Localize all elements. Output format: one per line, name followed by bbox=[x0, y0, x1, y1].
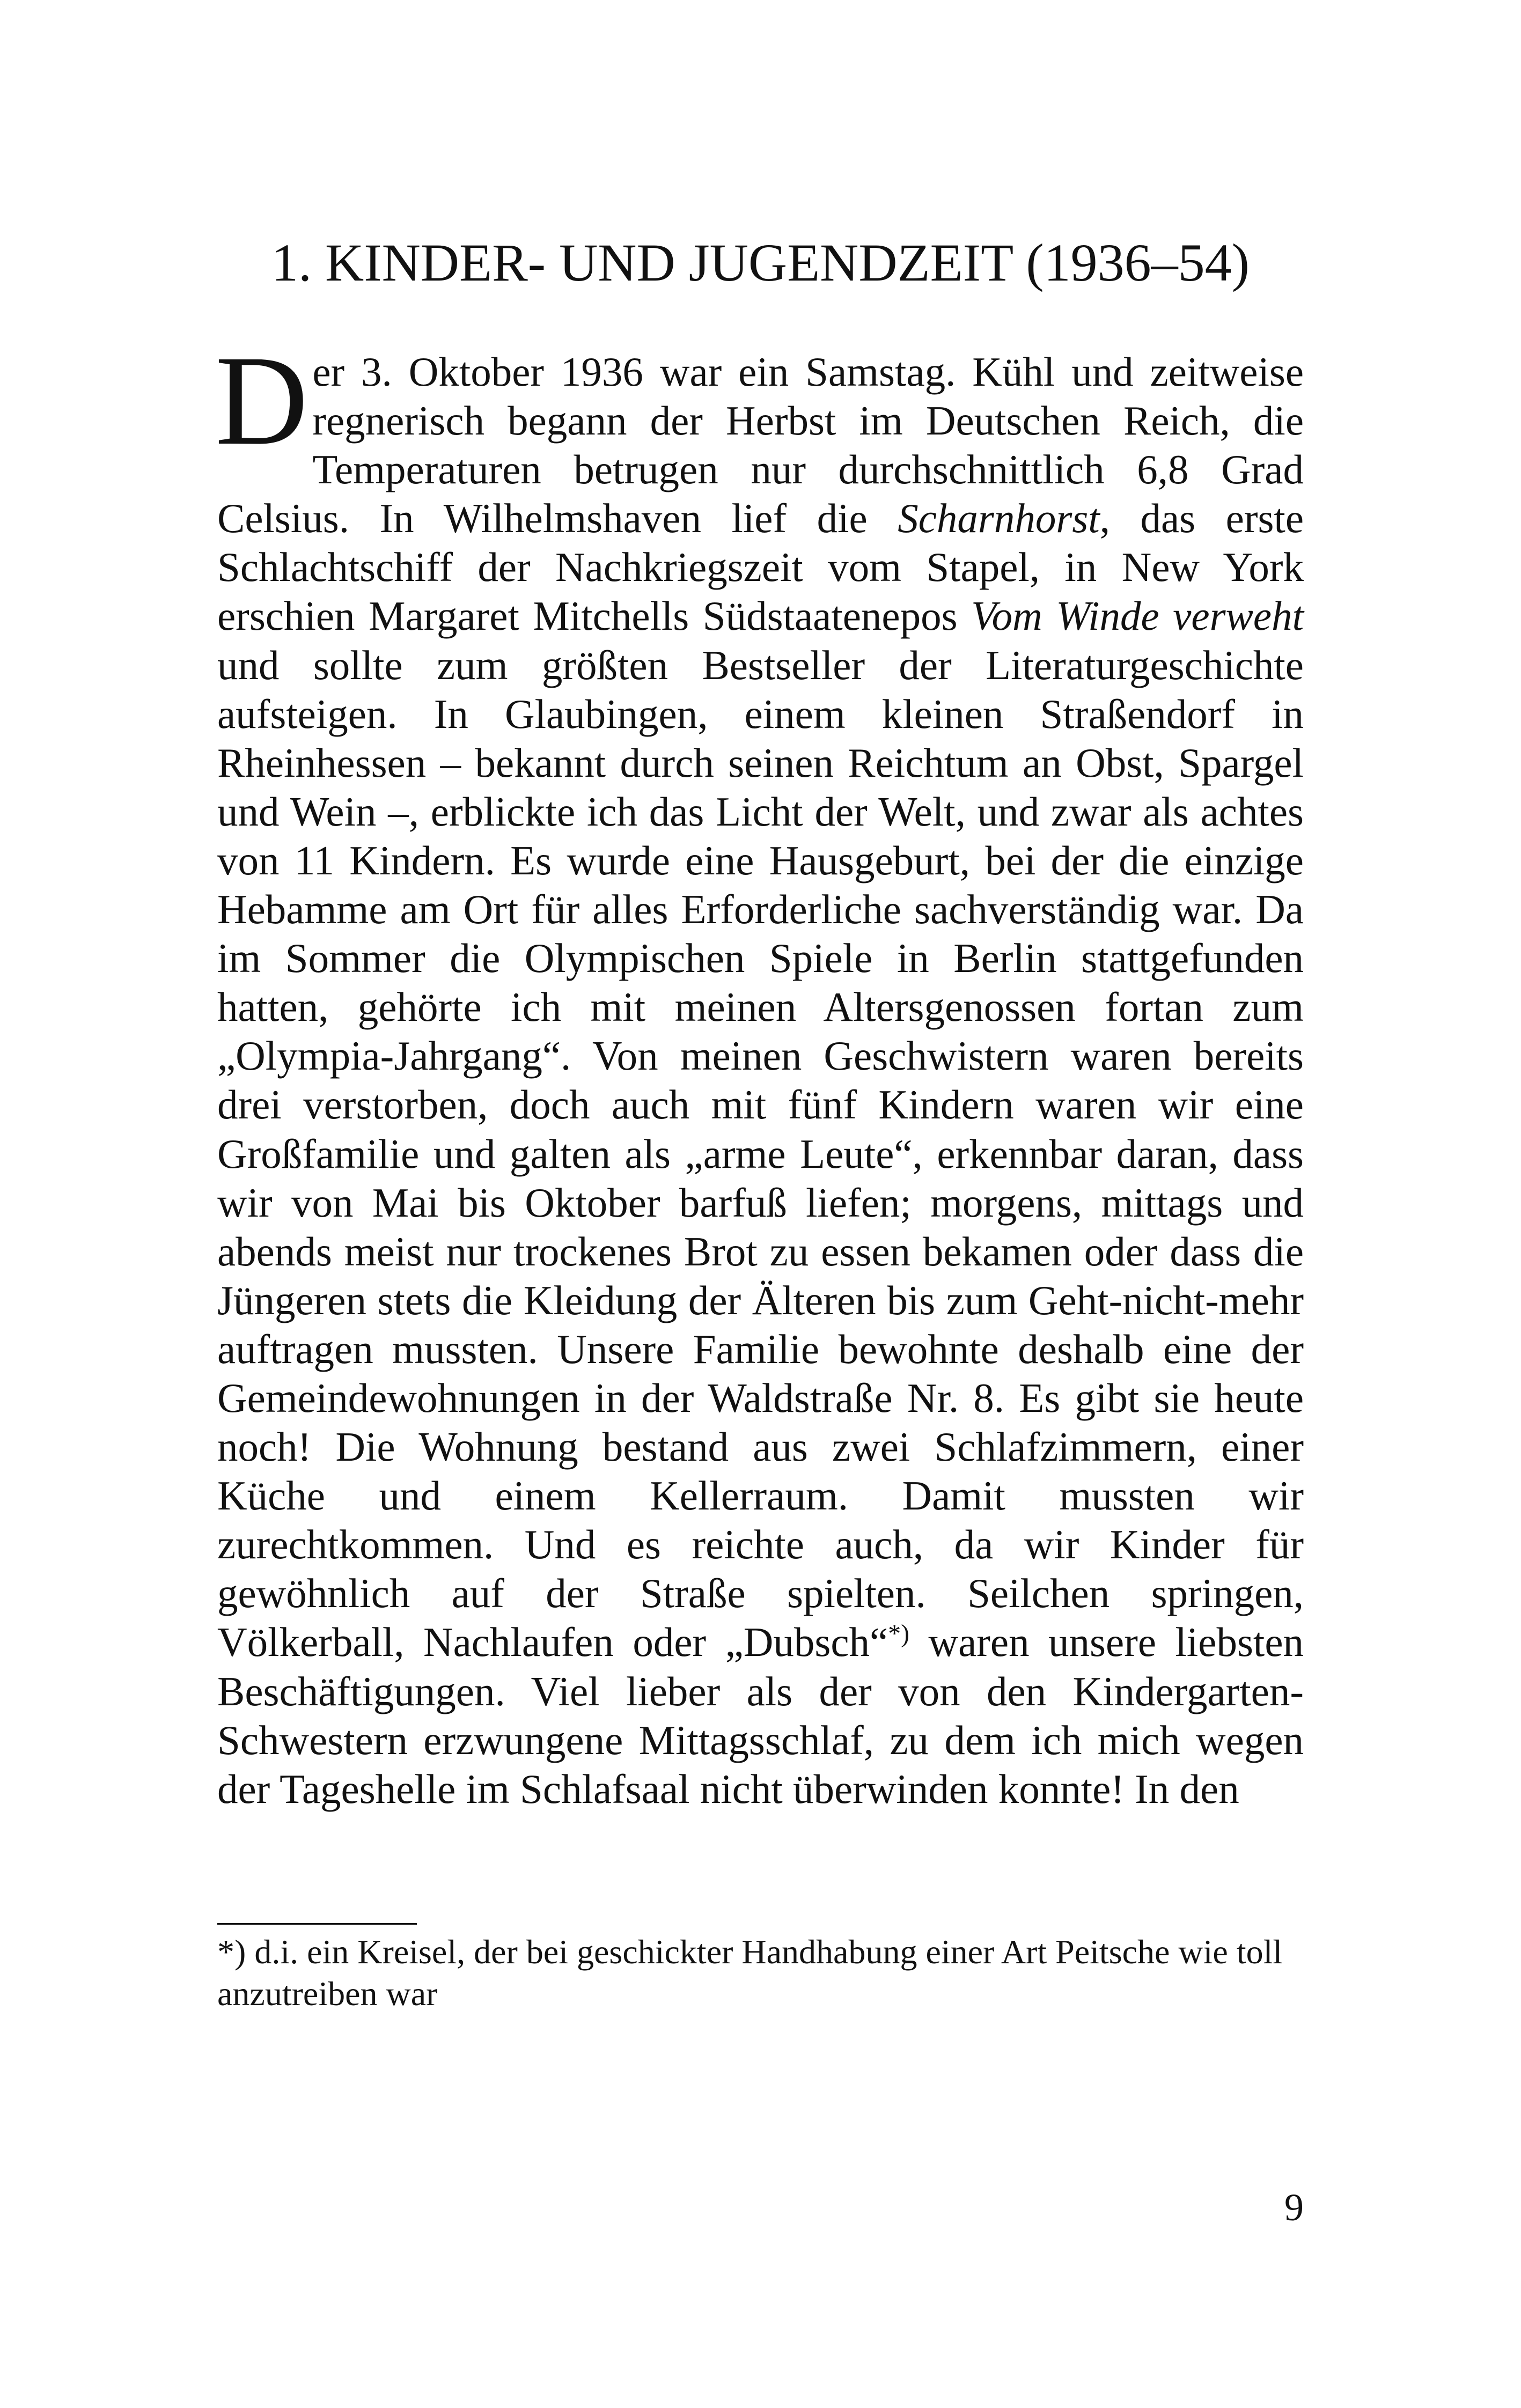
body-text-segment: , das erste Schlachtschiff der Nachkriegszeit vom Stapel, in New York erschien Margaret Mitchells Südstaatenepos bbox=[217, 495, 1304, 639]
footnote-marker: *) bbox=[888, 1619, 909, 1648]
footnote-separator bbox=[217, 1923, 417, 1925]
body-text-segment: und sollte zum größten Bestseller der Literaturgeschichte aufsteigen. In Glaubingen, einem kleinen Straßendorf in Rheinhessen – bekannt durch seinen Reichtum an Obst, Spargel und Wein –, erblickte ich das Licht der Welt, und zwar als achtes von 11 Kindern. Es wurde eine Hausgeburt, bei der die einzige Hebamme am Ort für alles Erforderliche sachverständig war. Da im Sommer die Olympischen Spiele in Berlin stattgefunden hatten, gehörte ich mit meinen Altersgenossen fortan zum „Olympia-Jahrgang“. Von meinen Geschwistern waren bereits drei verstorben, doch auch mit fünf Kindern waren wir eine Großfamilie und galten als „arme Leute“, erkennbar daran, dass wir von Mai bis Oktober barfuß liefen; morgens, mittags und abends meist nur trockenes Brot zu essen bekamen oder dass die Jüngeren stets die Kleidung der Älteren bis zum Geht-nicht-mehr auftragen mussten. Unsere Familie bewohnte deshalb eine der Gemeindewohnungen in der Waldstraße Nr. 8. Es gibt sie heute noch! Die Wohnung bestand aus zwei Schlafzimmern, einer Küche und einem Kellerraum. Damit mussten wir zurechtkommen. Und es reichte auch, da wir Kinder für gewöhnlich auf der Straße spielten. Seilchen springen, Völkerball, Nachlaufen oder „Dubsch“ bbox=[217, 642, 1304, 1666]
drop-cap: D bbox=[215, 329, 308, 472]
chapter-title: 1. KINDER- UND JUGENDZEIT (1936–54) bbox=[271, 233, 1250, 292]
body-paragraph bbox=[215, 329, 1304, 1814]
footnote: *) d.i. ein Kreisel, der bei geschickter Handhabung einer Art Peitsche wie toll anzutreiben war bbox=[217, 1933, 1283, 2013]
book-title: Vom Winde verweht bbox=[971, 593, 1304, 639]
page-number: 9 bbox=[1284, 2186, 1304, 2229]
body-text-segment: waren unsere liebsten Beschäftigungen. Viel lieber als der von den Kindergarten-Schwestern erzwungene Mittagsschlaf, zu dem ich mich wegen der Tageshelle im Schlafsaal nicht überwinden konnte! In den bbox=[217, 1619, 1304, 1812]
body-text-segment: er 3. Oktober 1936 war ein Samstag. Kühl und zeitweise regnerisch begann der Herbst im Deutschen Reich, die Temperaturen betrugen nur durchschnittlich 6,8 Grad Celsius. In Wilhelmshaven lief die bbox=[217, 349, 1304, 542]
ship-name: Scharnhorst bbox=[898, 495, 1100, 542]
